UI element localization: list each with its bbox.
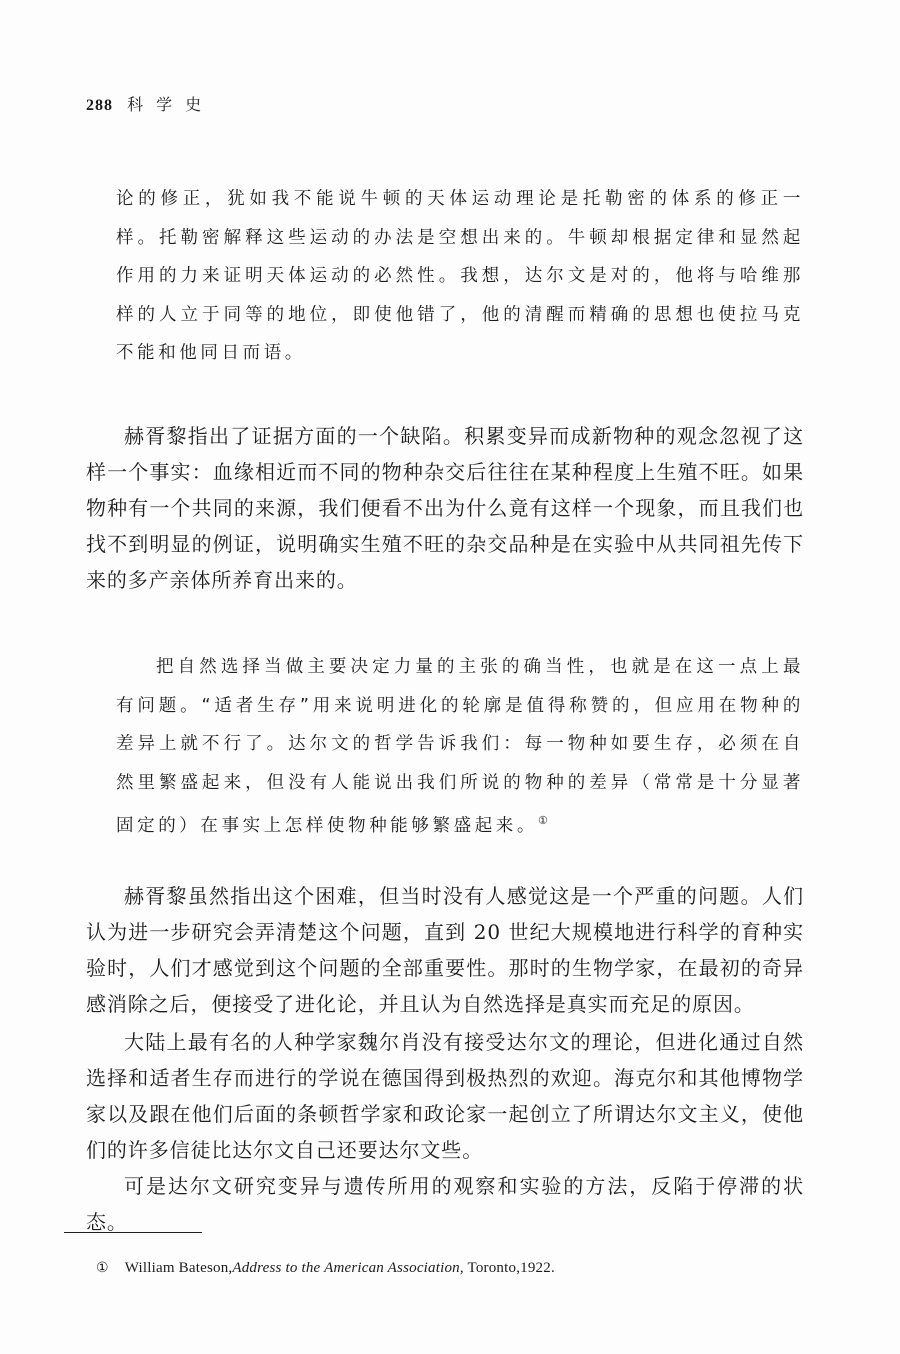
running-title: 科学史 bbox=[127, 95, 215, 114]
footnote-divider bbox=[64, 1232, 202, 1233]
block-quote-1-text: 论的修正，犹如我不能说牛顿的天体运动理论是托勒密的体系的修正一样。托勒密解释这些运动的办法是空想出来的。牛顿却根据定律和显然起作用的力来证明天体运动的必然性。我想，达尔文是对的，他将与哈维那样的人立于同等的地位，即使他错了，他的清醒而精确的思想也使拉马克不能和他同日而语。 bbox=[116, 189, 804, 363]
block-quote-1 bbox=[116, 180, 804, 373]
footnote-work-title: Address to the American Association bbox=[232, 1260, 460, 1276]
running-header bbox=[86, 92, 214, 115]
paragraph-1-text: 赫胥黎指出了证据方面的一个缺陷。积累变异而成新物种的观念忽视了这样一个事实：血缘相近而不同的物种杂交后往往在某种程度上生殖不旺。如果物种有一个共同的来源，我们便看不出为什么竟有这样一个现象，而且我们也找不到明显的例证，说明确实生殖不旺的杂交品种是在实验中从共同祖先传下来的多产亲体所养育出来的。 bbox=[86, 424, 804, 592]
paragraph-3 bbox=[86, 1024, 804, 1168]
footnote bbox=[96, 1260, 555, 1277]
block-quote-2 bbox=[116, 648, 804, 845]
footnote-reference[interactable]: ① bbox=[538, 814, 548, 827]
block-quote-2-text: 把自然选择当做主要决定力量的主张的确当性，也就是在这一点上最有问题。“适者生存”用来说明进化的轮廓是值得称赞的，但应用在物种的差异上就不行了。达尔文的哲学告诉我们：每一物种如要生存，必须在自然里繁盛起来，但没有人能说出我们所说的物种的差异（常常是十分显著固定的）在事实上怎样使物种能够繁盛起来。 bbox=[116, 657, 804, 836]
paragraph-2 bbox=[86, 878, 804, 1022]
footnote-publication: , Toronto,1922. bbox=[459, 1260, 555, 1276]
paragraph-4 bbox=[86, 1168, 804, 1240]
paragraph-4-text: 可是达尔文研究变异与遗传所用的观察和实验的方法，反陷于停滞的状态。 bbox=[86, 1174, 804, 1234]
paragraph-2-text: 赫胥黎虽然指出这个困难，但当时没有人感觉这是一个严重的问题。人们认为进一步研究会弄清楚这个问题，直到 20 世纪大规模地进行科学的育种实验时，人们才感觉到这个问题的全部重要性。那时的生物学家，在最初的奇异感消除之后，便接受了进化论，并且认为自然选择是真实而充足的原因。 bbox=[86, 884, 804, 1016]
footnote-marker: ① bbox=[96, 1261, 109, 1276]
paragraph-3-text: 大陆上最有名的人种学家魏尔肖没有接受达尔文的理论，但进化通过自然选择和适者生存而进行的学说在德国得到极热烈的欢迎。海克尔和其他博物学家以及跟在他们后面的条顿哲学家和政论家一起创立了所谓达尔文主义，使他们的许多信徒比达尔文自己还要达尔文些。 bbox=[86, 1030, 804, 1162]
footnote-author: William Bateson, bbox=[124, 1260, 233, 1276]
page-number: 288 bbox=[86, 97, 113, 114]
paragraph-1 bbox=[86, 418, 804, 598]
